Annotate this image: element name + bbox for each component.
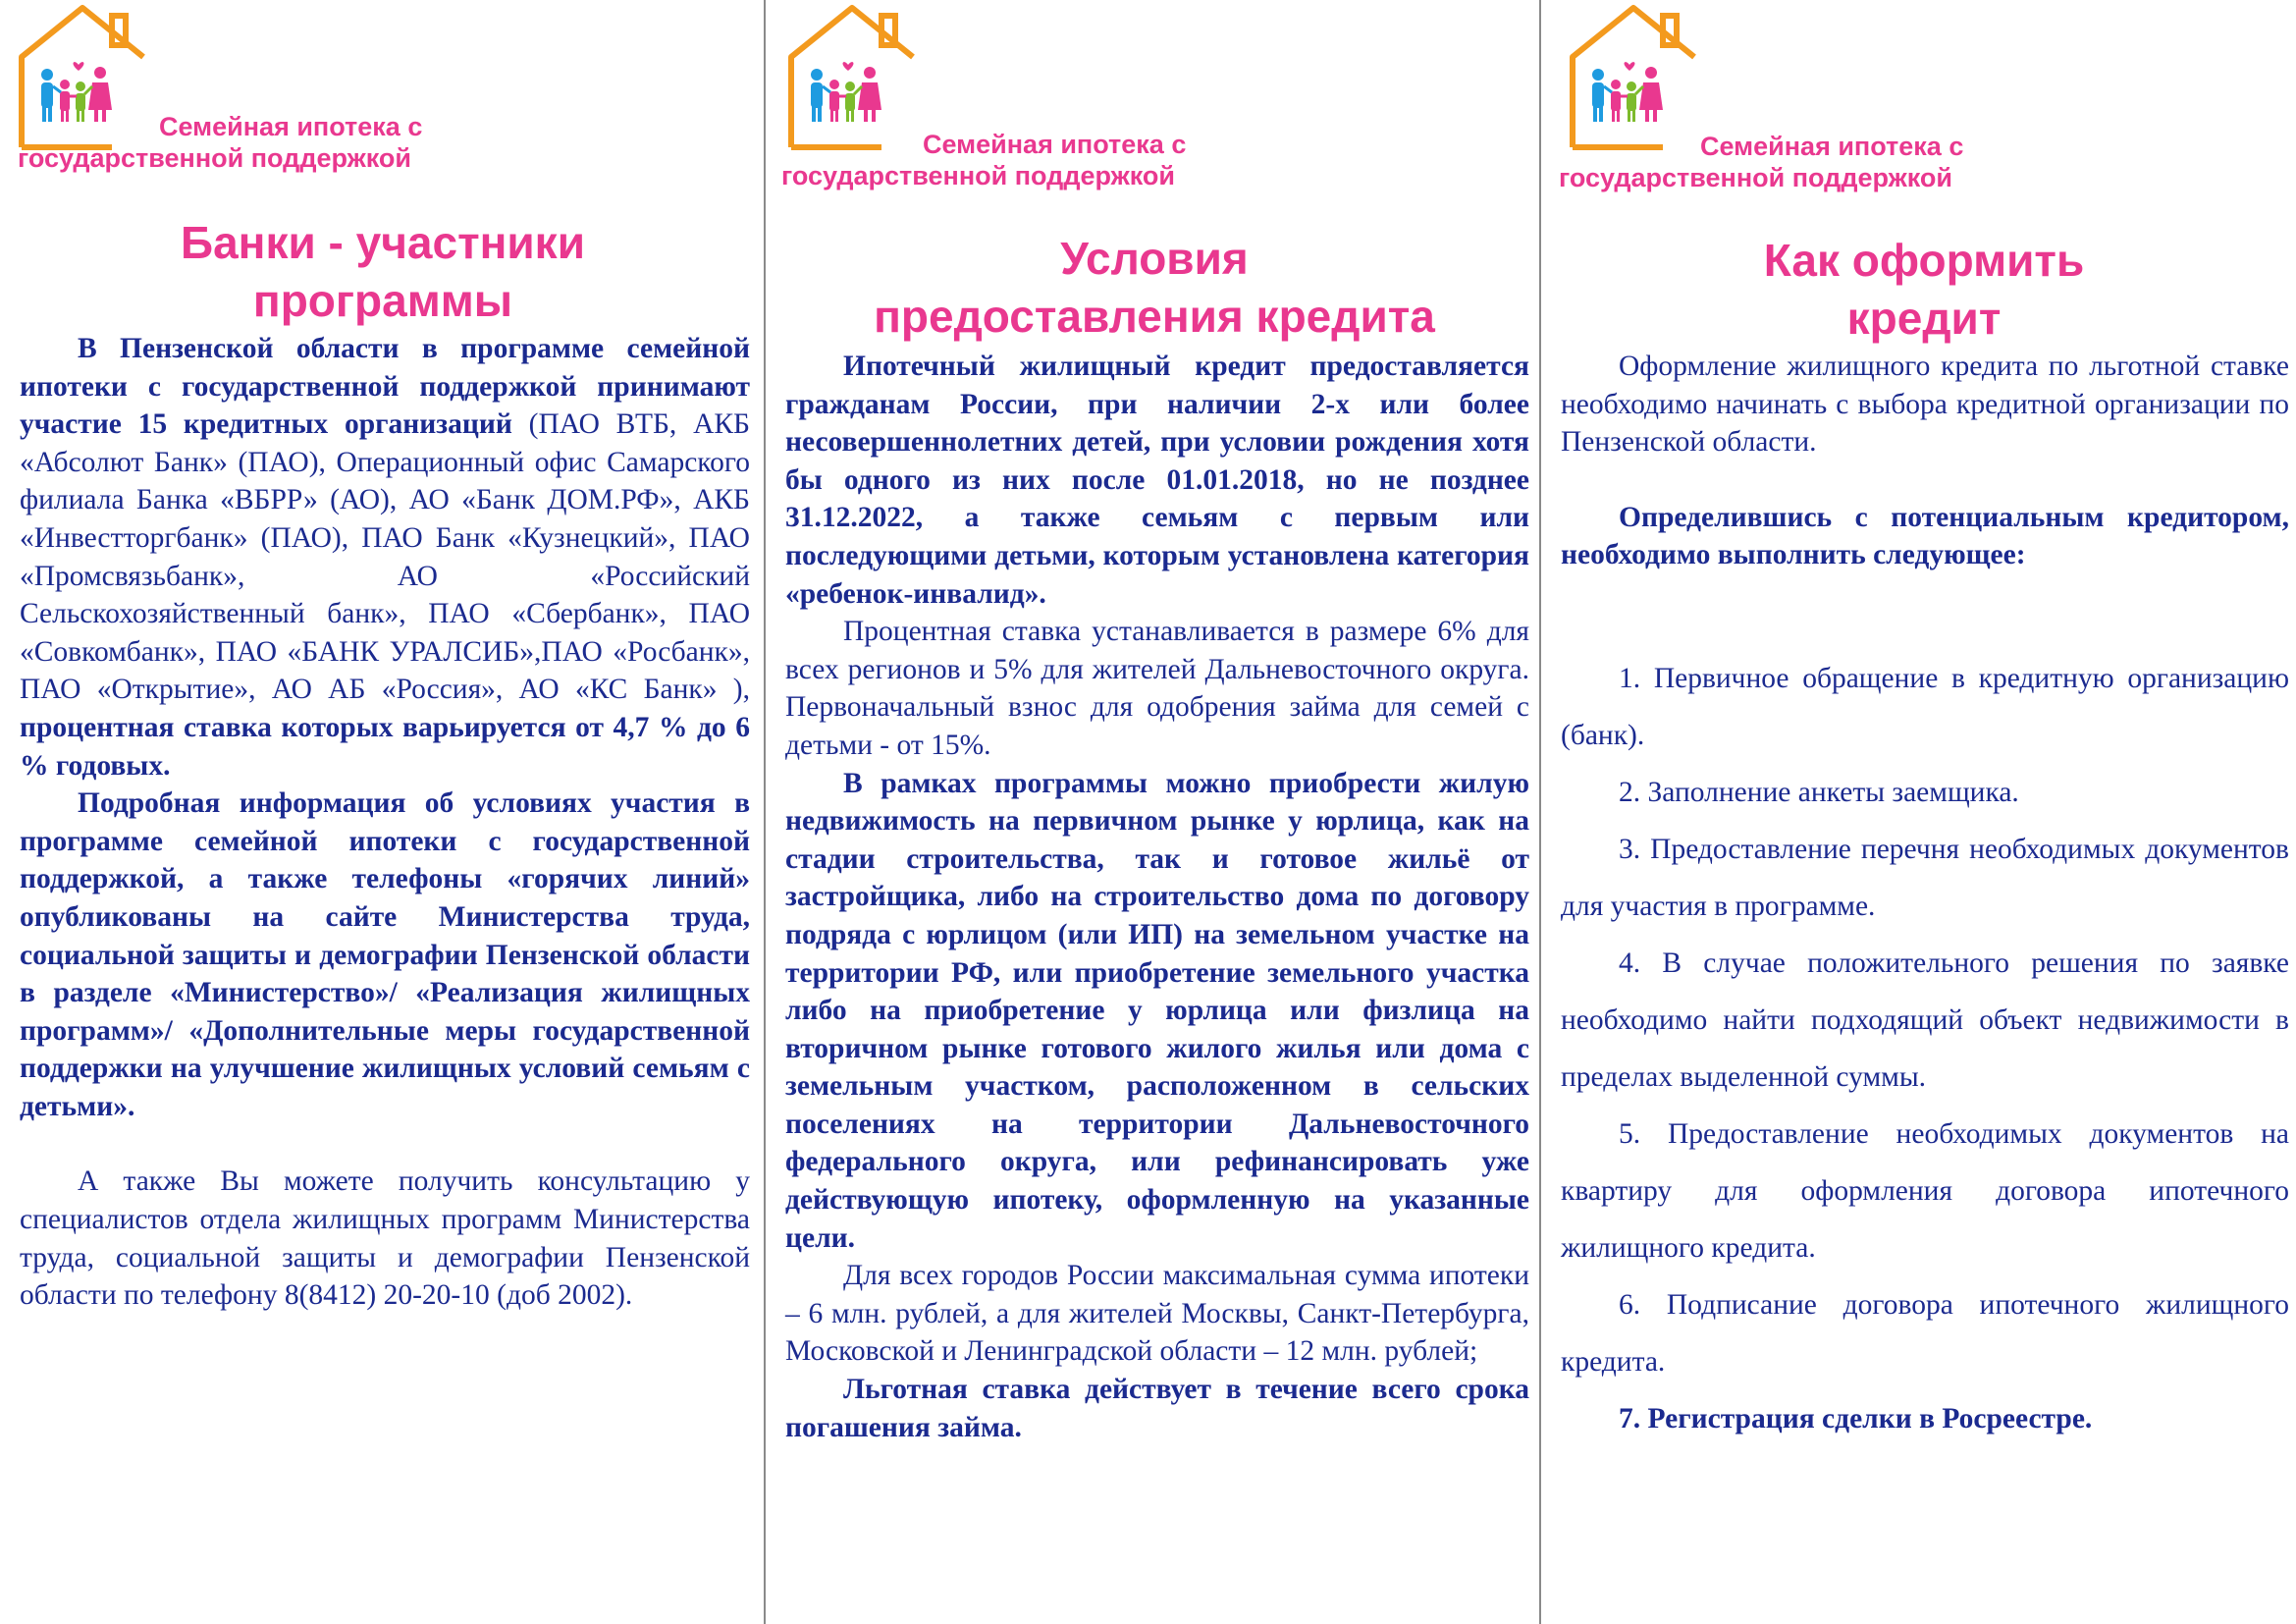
list-item: 4. В случае положительного решения по заявке необходимо найти подходящий объект недвижимости в пределах выделенной суммы. bbox=[1561, 947, 2289, 1093]
paragraph: Ипотечный жилищный кредит предоставляется гражданам России, при наличии 2-х или более несовершеннолетних детей, при условии рождения хотя бы одного из них после 01.01.2018, но не позднее 31.12.2022, а также семьям с первым или последующими детьми, которым установлена категория «ребенок-инвалид». bbox=[785, 351, 1529, 610]
panel-body bbox=[20, 330, 750, 1315]
page-title: Как оформить кредит bbox=[1763, 235, 2085, 344]
panel-how-to-apply bbox=[1541, 0, 2296, 1624]
paragraph: А также Вы можете получить консультацию у специалистов отдела жилищных программ Министерства труда, социальной защиты и демографии Пензенской области по телефону 8(8412) 20-20-10 (доб 2002). bbox=[20, 1165, 750, 1312]
list-item: 1. Первичное обращение в кредитную организацию (банк). bbox=[1561, 663, 2289, 751]
paragraph: Оформление жилищного кредита по льготной ставке необходимо начинать с выбора кредитной организации по Пензенской области. bbox=[1561, 351, 2289, 459]
paragraph: Для всех городов России максимальная сумма ипотеки – 6 млн. рублей, а для жителей Москвы, Санкт-Петербурга, Московской и Ленинградской области – 12 млн. рублей; bbox=[785, 1260, 1529, 1368]
paragraph: Льготная ставка действует в течение всего срока погашения займа. bbox=[785, 1374, 1529, 1443]
list-item: 2. Заполнение анкеты заемщика. bbox=[1619, 777, 2019, 808]
list-item: 7. Регистрация сделки в Росреестре. bbox=[1619, 1403, 2093, 1435]
brand-name: Семейная ипотека с государственной поддержкой bbox=[18, 112, 423, 173]
paragraph: В Пензенской области в программе семейной ипотеки с государственной поддержкой принимают участие 15 кредитных организаций (ПАО ВТБ, АКБ «Абсолют Банк» (ПАО), Операционный офис Самарского филиала Банка «ВБРР» (АО), АО «Банк ДОМ.РФ», АКБ «Инвестторгбанк» (ПАО), ПАО Банк «Кузнецкий», ПАО «Промсвязьбанк», АО «Российский Сельскохозяйственный банк», ПАО «Сбербанк», ПАО «Совкомбанк», ПАО «БАНК УРАЛСИБ»,ПАО «Росбанк», ПАО «Открытие», АО АБ «Россия», АО «КС Банк» ), процентная ставка которых варьируется от 4,7 % до 6 % годовых. bbox=[20, 333, 750, 782]
paragraph: В рамках программы можно приобрести жилую недвижимость на первичном рынке у юрлица, как на стадии строительства, так и готовое жильё от застройщика, либо на строительство дома по договору подряда с юрлицом (или ИП) на земельном участке на территории РФ, или приобретение земельного участка либо на приобретение у юрлица или физлица на вторичном рынке готового жилого жилья или дома с земельным участком, расположенном в сельских поселениях на территории Дальневосточного федерального округа, или рефинансировать уже действующую ипотеку, оформленную на указанные цели. bbox=[785, 767, 1529, 1254]
list-item: 6. Подписание договора ипотечного жилищного кредита. bbox=[1561, 1289, 2289, 1378]
page-title: Банки - участники программы bbox=[181, 217, 585, 326]
list-item: 3. Предоставление перечня необходимых документов для участия в программе. bbox=[1561, 834, 2289, 922]
panel-conditions bbox=[766, 0, 1541, 1624]
intro-text bbox=[1561, 348, 2289, 574]
brand-name: Семейная ипотека с государственной поддержкой bbox=[781, 130, 1187, 190]
page-title: Условия предоставления кредита bbox=[874, 233, 1435, 342]
paragraph: Определившись с потенциальным кредитором, необходимо выполнить следующее: bbox=[1561, 501, 2289, 571]
brand-name: Семейная ипотека с государственной поддержкой bbox=[1559, 132, 1964, 192]
panel-body bbox=[785, 348, 1529, 1446]
paragraph: Процентная ставка устанавливается в размере 6% для всех регионов и 5% для жителей Дальневосточного округа. Первоначальный взнос для одобрения займа для семей с детьми - от 15%. bbox=[785, 616, 1529, 761]
panel-banks bbox=[0, 0, 766, 1624]
steps-list bbox=[1561, 650, 2289, 1447]
paragraph: Подробная информация об условиях участия в программе семейной ипотеки с государственной поддержкой, а также телефоны «горячих линий» опубликованы на сайте Министерства труда, социальной защиты и демографии Пензенской области в разделе «Министерство»/ «Реализация жилищных программ»/ «Дополнительные меры государственной поддержки на улучшение жилищных условий семьям с детьми». bbox=[20, 787, 750, 1122]
list-item: 5. Предоставление необходимых документов на квартиру для оформления договора ипотечного жилищного кредита. bbox=[1561, 1118, 2289, 1264]
